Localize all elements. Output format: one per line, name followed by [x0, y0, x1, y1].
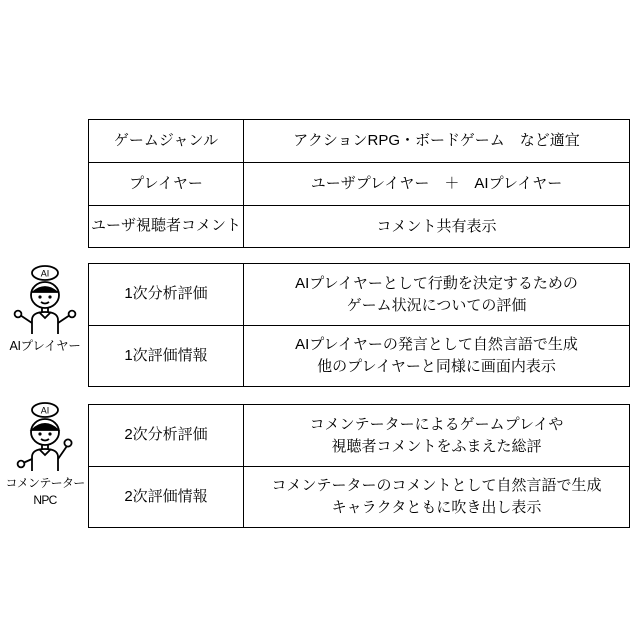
table-row — [88, 325, 630, 387]
row-value — [244, 264, 629, 325]
ai-player-caption: AIプレイヤー — [9, 339, 81, 353]
value-line: アクションRPG・ボードゲーム など適宜 — [293, 132, 580, 150]
value-line: 視聴者コメントをふまえた総評 — [331, 437, 542, 455]
character-commentator-npc — [5, 402, 85, 508]
commentator-illustration — [5, 402, 85, 474]
table-row — [88, 404, 630, 466]
value-line: コメンテーターによるゲームプレイや — [309, 415, 564, 433]
value-line: ゲーム状況についての評価 — [346, 296, 527, 314]
table-row — [88, 263, 630, 325]
value-line: 他のプレイヤーと同様に画面内表示 — [317, 358, 556, 375]
ai-badge-text: AI — [40, 268, 50, 279]
commentator-caption-line2: NPC — [33, 493, 57, 507]
commentator-caption-line1: コメンテーター — [5, 476, 85, 490]
table-group-general — [88, 119, 630, 248]
character-ai-player — [5, 265, 85, 355]
row-label: 1次分析評価 — [89, 264, 244, 325]
value-line: キャラクタともに吹き出し表示 — [331, 499, 542, 516]
table-row — [88, 205, 630, 248]
table-group-secondary-evaluation — [88, 404, 630, 528]
value-line: コメント共有表示 — [376, 217, 497, 235]
row-value — [244, 326, 629, 386]
row-label: 2次評価情報 — [89, 467, 244, 527]
value-line: ユーザプレイヤー ＋ AIプレイヤー — [310, 175, 563, 193]
table-row — [88, 119, 630, 162]
table-row — [88, 466, 630, 528]
ai-player-icon — [7, 265, 83, 337]
row-value — [244, 206, 629, 247]
value-line: AIプレイヤーとして行動を決定するための — [295, 274, 578, 292]
row-label: 2次分析評価 — [89, 405, 244, 466]
value-line: コメンテーターのコメントとして自然言語で生成 — [271, 477, 602, 495]
row-value — [244, 163, 629, 205]
table-group-primary-evaluation — [88, 263, 630, 387]
row-label: ゲームジャンル — [89, 120, 244, 162]
row-value — [244, 405, 629, 466]
row-label: 1次評価情報 — [89, 326, 244, 386]
row-label: プレイヤー — [89, 163, 244, 205]
row-value — [244, 467, 629, 527]
row-value — [244, 120, 629, 162]
value-line: AIプレイヤーの発言として自然言語で生成 — [295, 336, 578, 354]
ai-badge-text: AI — [40, 405, 50, 416]
table-row — [88, 162, 630, 205]
row-label: ユーザ視聴者コメント — [89, 206, 244, 247]
ai-player-illustration — [5, 265, 85, 337]
commentator-icon — [7, 402, 83, 474]
